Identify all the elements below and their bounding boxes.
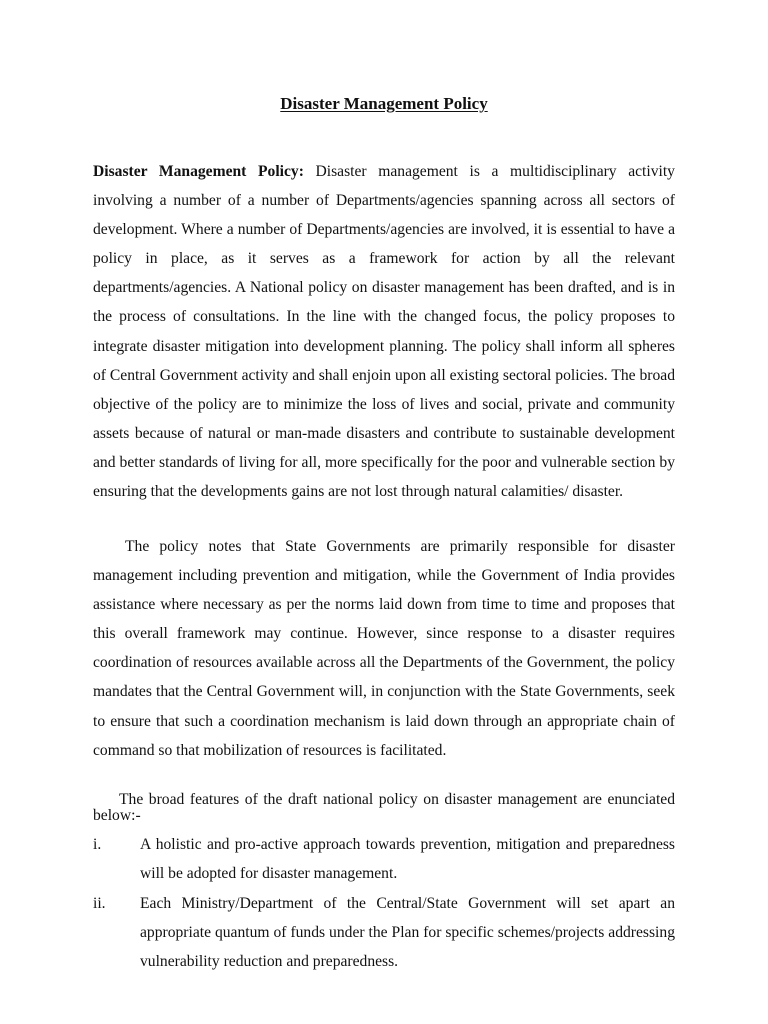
paragraph-body-text: Disaster management is a multidisciplinary activity involving a number of a number of Departments/agencies spanning across all sectors of development. Where a number of Departments/agencies are involved, it is essential to have a policy in place, as it serves as a framework for action by all the relevant departments/agencies. A National policy on disaster management has been drafted, and is in the process of consultations. In the line with the changed focus, the policy proposes to integrate disaster mitigation into development planning. The policy shall inform all spheres of Central Government activity and shall enjoin upon all existing sectoral policies. The broad objective of the policy are to minimize the loss of lives and social, private and community assets because of natural or man-made disasters and contribute to sustainable development and better standards of living for all, more specifically for the poor and vulnerable section by ensuring that the developments gains are not lost through natural calamities/ disaster. bbox=[93, 163, 675, 501]
list-item-text: A holistic and pro-active approach towards prevention, mitigation and preparedness will be adopted for disaster management. bbox=[140, 836, 675, 883]
broad-features-paragraph: The broad features of the draft national policy on disaster management are enunciated below:- bbox=[93, 791, 675, 824]
document-title: Disaster Management Policy bbox=[280, 94, 488, 113]
state-responsibility-paragraph: The policy notes that State Governments are primarily responsible for disaster management including prevention and mitigation, while the Government of India provides assistance where necessary as per the norms laid down from time to time and proposes that this overall framework may continue. However, since response to a disaster requires coordination of resources available across all the Departments of the Government, the policy mandates that the Central Government will, in conjunction with the State Governments, seek to ensure that such a coordination mechanism is laid down through an appropriate chain of command so that mobilization of resources is facilitated. bbox=[93, 538, 675, 759]
policy-intro-paragraph bbox=[93, 157, 675, 506]
paragraph-lead-heading: Disaster Management Policy: bbox=[93, 163, 304, 180]
policy-features-list bbox=[93, 830, 675, 976]
list-item bbox=[93, 889, 675, 976]
list-item-text: Each Ministry/Department of the Central/State Government will set apart an appropriate quantum of funds under the Plan for specific schemes/projects addressing vulnerability reduction and preparedness. bbox=[140, 895, 675, 971]
list-item bbox=[93, 830, 675, 888]
list-item-marker: i. bbox=[93, 836, 102, 853]
list-item-marker: ii. bbox=[93, 895, 106, 913]
